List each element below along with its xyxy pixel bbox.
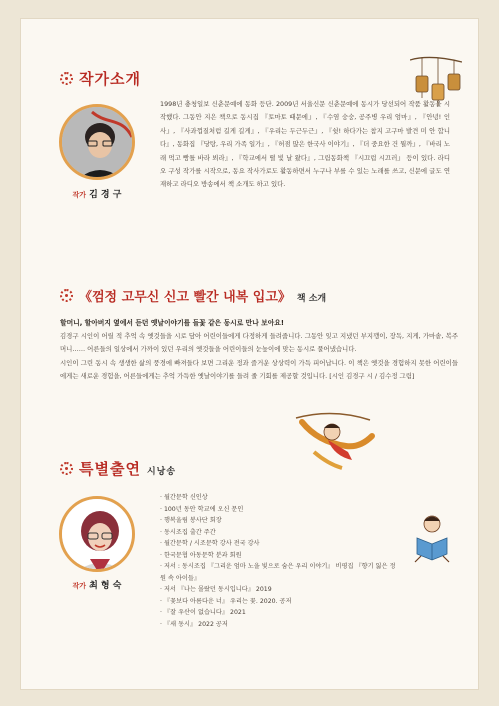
- list-item: · 월간문학 / 시조문학 강사 전국 강사: [160, 538, 400, 550]
- author-photo-choi: [59, 496, 135, 572]
- section-title-special-guest: 특별출연 시낭송: [60, 458, 176, 479]
- list-item: · 월간문학 신인상: [160, 492, 400, 504]
- section-title-book-intro: 《껌정 고무신 신고 빨간 내복 입고》 책 소개: [60, 286, 326, 305]
- reading-child-illustration-icon: [405, 510, 459, 564]
- section-title-author-intro: 작가소개: [60, 68, 141, 89]
- flower-icon: [60, 72, 73, 85]
- guest-profile-list: [160, 492, 400, 630]
- book-intro-headline: 할머니, 할아버지 옆에서 듣던 옛날이야기를 들꽃 같은 동시로 만나 보아요!: [60, 319, 284, 327]
- author-caption-kim: 작가 김 경 구: [72, 190, 122, 200]
- list-item: · 저서 『나는 몰랐던 동시입니다』 2019: [160, 584, 400, 596]
- author-bio: 1998년 충청일보 신춘문예에 동화 등단. 2009년 서울신문 신춘문예에 동시가 당선되어 작품 활동을 시작했다. 그동안 지은 책으로 동시집 『토마토 때문에』, 『수염 숭숭, 공주병 우리 엄마』, 『안녕! 인사』, 『사과껍질처럼 길게 길게』, 『우리는 두근두근』, 『쉿! 하다가는 참지 고구마 발견 미 안 합니다』, 동화집 『당탕, 우리 가족 일가』, 『허점 많은 한국사 이야기』, 『더 중요한 건 뭘까』, 『바리 노래 먹고 빵틀 바라 뵈라』, 『학교에서 떨 빛 날 왔다』, 그림동화책 『시끄럽 시끄러』 등이 있다. 라디오 구성 작가를 시작으로, 동요 작사가로도 활동하면서 누구나 부를 수 있는 노래를 쓰고, 신문에 글도 연재하고 라디오 방송에서 책 소개도 하고 있다.: [160, 100, 450, 189]
- list-item: · 『잘 우산이 없습니다』 2021: [160, 607, 400, 619]
- list-item: · 행복울림 봉사단 회장: [160, 515, 400, 527]
- author-caption-choi: 작가 최 형 숙: [72, 581, 122, 591]
- book-description: 김경구 시인이 어릴 적 추억 속 옛것들을 시로 담아 어린이들에게 다정하게 들려줍니다. 그동안 잊고 지냈던 부지깽이, 장독, 지게, 가마솥, 복주머니…… 어른들의 일상에서 가까이 있던 우리의 옛것들을 어린이들의 눈높이에 맞는 동시로 풀어냈습니다. 시인이 그린 동시 속 생생한 삶의 풍경에 빠져들다 보면 그리운 정과 즐거운 상상력이 가득 피어납니다. 이 책은 옛것을 경험하지 못한 어린이들에게는 새로운 경험을, 어른들에게는 추억 가득한 옛날이야기를 들려 줄 기회를 제공할 것입니다. [시인 김경구 시 / 김수정 그림]: [60, 332, 458, 381]
- list-item: · 저서 : 동시조집 『그리운 엄마 노을 빛으로 숨은 우리 이야기』 비평집 『향기 잃은 정원 속 아이들』: [160, 561, 400, 584]
- list-item: · 100년 동안 학교에 오신 문인: [160, 504, 400, 516]
- list-item: · 동시조집 출간 주간: [160, 527, 400, 539]
- author-photo-kim: [59, 104, 135, 180]
- flower-icon: [60, 289, 73, 302]
- flower-icon: [60, 462, 73, 475]
- swing-girl-illustration-icon: [288, 412, 378, 474]
- list-item: · 한국문협 아동문학 분과 회원: [160, 550, 400, 562]
- list-item: · 『새 동시』 2022 공저: [160, 619, 400, 631]
- list-item: · 『꽃보다 아름다운 너』 우리는 꽃. 2020. 공저: [160, 596, 400, 608]
